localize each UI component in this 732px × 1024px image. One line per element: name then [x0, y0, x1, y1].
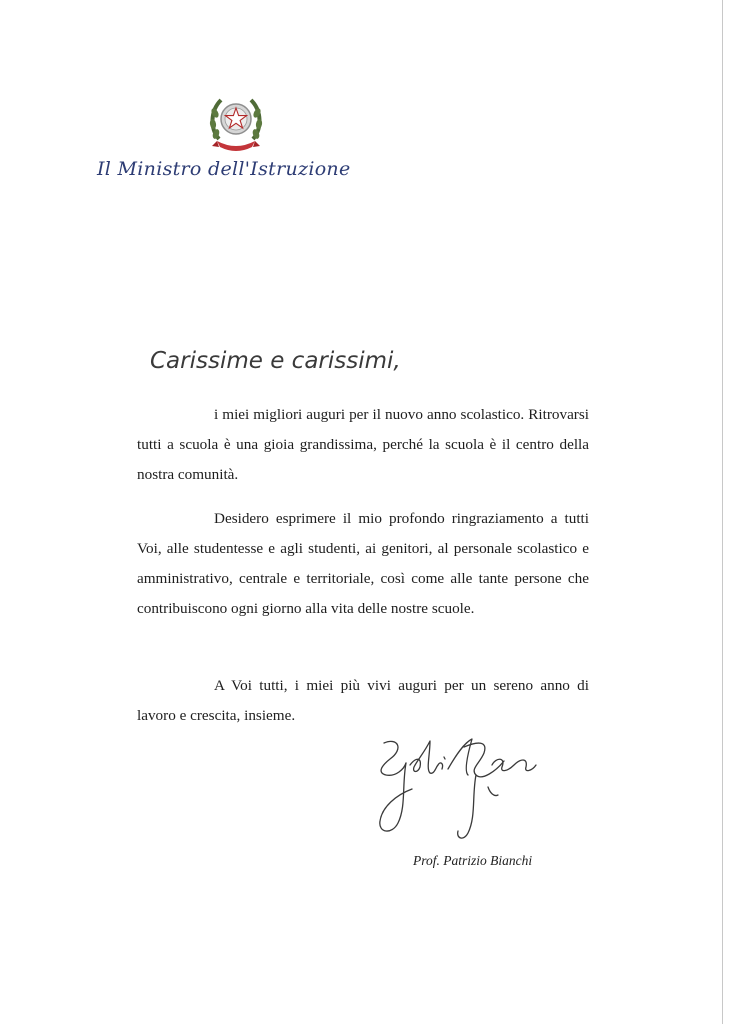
body-paragraph-2: Desidero esprimere il mio profondo ringraziamento a tutti Voi, alle studentesse e agli studenti, ai genitori, al personale scolastico e amministrativo, centrale e territoriale, così come alle tante persone che contribuiscono ogni giorno alla vita delle nostre scuole.: [137, 510, 589, 618]
handwritten-signature-icon: [372, 735, 592, 845]
body-paragraph-3: A Voi tutti, i miei più vivi auguri per un sereno anno di lavoro e crescita, insieme.: [137, 677, 589, 725]
salutation: [148, 334, 448, 386]
italian-republic-emblem-icon: [207, 91, 265, 155]
body-paragraph-1: i miei migliori auguri per il nuovo anno scolastico. Ritrovarsi tutti a scuola è una gioia grandissima, perché la scuola è il centro della nostra comunità.: [137, 406, 589, 484]
salutation-text: Carissime e carissimi,: [150, 348, 401, 374]
signer-name: Prof. Patrizio Bianchi: [413, 853, 533, 868]
ministry-title: Il Ministro dell'Istruzione: [97, 158, 351, 180]
